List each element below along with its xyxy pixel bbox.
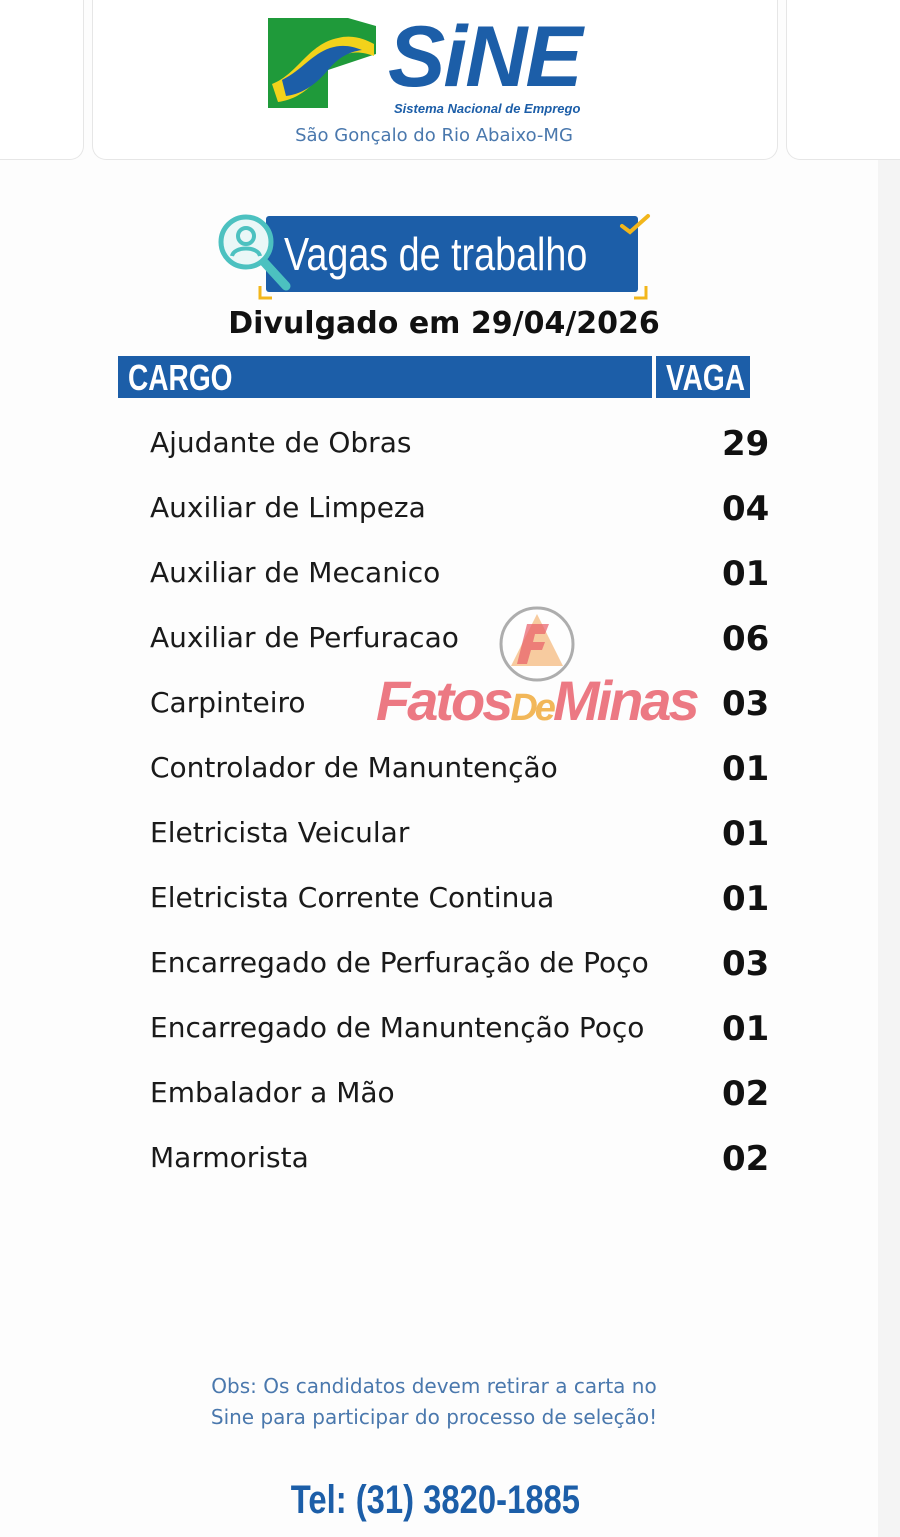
table-row xyxy=(0,999,900,1064)
table-row xyxy=(0,414,900,479)
sine-logo-word: SiNE xyxy=(388,9,581,105)
job-title: Auxiliar de Mecanico xyxy=(150,556,441,589)
column-header-cargo-label: CARGO xyxy=(128,357,233,398)
job-title: Embalador a Mão xyxy=(150,1076,395,1109)
watermark-text xyxy=(376,668,697,733)
column-header-vaga xyxy=(656,356,750,398)
table-row xyxy=(0,479,900,544)
job-openings: 01 xyxy=(722,879,770,919)
banner-title: Vagas de trabalho xyxy=(284,228,588,280)
job-title: Eletricista Corrente Continua xyxy=(150,881,555,914)
job-openings: 04 xyxy=(722,489,770,529)
job-openings: 02 xyxy=(722,1139,770,1179)
table-row xyxy=(0,1129,900,1194)
job-openings: 29 xyxy=(722,424,770,464)
phone-number-text: Tel: (31) 3820-1885 xyxy=(290,1478,580,1522)
observation-line-1: Obs: Os candidatos devem retirar a carta no xyxy=(211,1374,657,1398)
table-row xyxy=(0,1064,900,1129)
table-row xyxy=(0,934,900,999)
sine-logo-subtitle: Sistema Nacional de Emprego xyxy=(394,101,581,116)
job-title: Controlador de Manuntenção xyxy=(150,751,558,784)
job-title: Encarregado de Manuntenção Poço xyxy=(150,1011,645,1044)
watermark-part-2: De xyxy=(510,687,553,729)
job-openings: 01 xyxy=(722,1009,770,1049)
job-title: Eletricista Veicular xyxy=(150,816,410,849)
table-row xyxy=(0,544,900,609)
job-openings: 01 xyxy=(722,554,770,594)
job-list xyxy=(0,414,900,1194)
checkmark-icon xyxy=(618,212,652,238)
sine-flag-logo-icon xyxy=(268,14,376,112)
watermark-part-1: Fatos xyxy=(376,669,511,732)
table-row xyxy=(0,869,900,934)
phone-number xyxy=(0,1478,870,1523)
banner-corner-accent-icon xyxy=(258,284,648,304)
publication-date: Divulgado em 29/04/2026 xyxy=(228,306,660,341)
job-title: Ajudante de Obras xyxy=(150,426,412,459)
job-title: Marmorista xyxy=(150,1141,309,1174)
job-openings: 02 xyxy=(722,1074,770,1114)
sine-city-label: São Gonçalo do Rio Abaixo-MG xyxy=(295,125,573,146)
job-title: Carpinteiro xyxy=(150,686,306,719)
table-row xyxy=(0,609,900,674)
job-openings: 01 xyxy=(722,749,770,789)
job-openings: 03 xyxy=(722,684,770,724)
job-title: Encarregado de Perfuração de Poço xyxy=(150,946,649,979)
observation-line-2: Sine para participar do processo de seleção! xyxy=(210,1405,658,1429)
watermark-part-3: Minas xyxy=(552,669,697,732)
job-openings: 03 xyxy=(722,944,770,984)
job-openings: 06 xyxy=(722,619,770,659)
job-openings: 01 xyxy=(722,814,770,854)
job-title: Auxiliar de Perfuracao xyxy=(150,621,459,654)
column-header-vaga-label: VAGA xyxy=(666,357,746,398)
table-row xyxy=(0,739,900,804)
job-title: Auxiliar de Limpeza xyxy=(150,491,426,524)
table-row xyxy=(0,804,900,869)
column-header-cargo xyxy=(118,356,652,398)
